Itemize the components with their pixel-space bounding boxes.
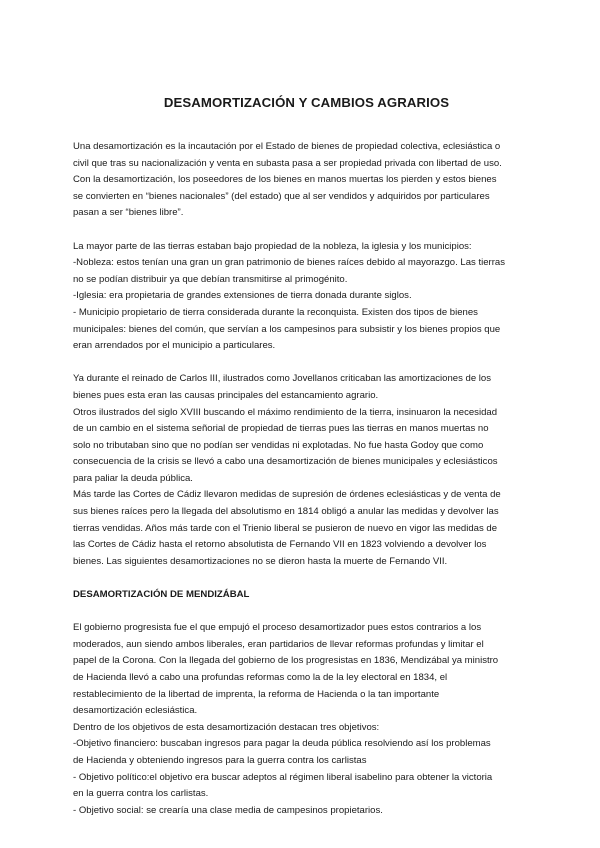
text-line: Dentro de los objetivos de esta desamortización destacan tres objetivos:: [73, 721, 380, 733]
text-line: papel de la Corona. Con la llegada del gobierno de los progresistas en 1836, Mendizábal ya ministro: [73, 655, 499, 667]
text-line: Con la desamortización, los poseedores de los bienes en manos muertas los pierden y estos bienes: [73, 174, 497, 186]
paragraph-gap: [73, 222, 540, 239]
document-title: DESAMORTIZACIÓN Y CAMBIOS AGRARIOS: [163, 95, 450, 110]
text-line: solo no tributaban sino que no podían ser vendidas ni explotadas. No fue hasta Godoy que como: [73, 439, 484, 451]
text-line: moderados, aun siendo ambos liberales, eran partidarios de llevar reformas profundas y limitar el: [73, 638, 484, 650]
text-line: bienes pues esta eran las causas principales del estancamiento agrario.: [73, 389, 379, 401]
text-line: tierras vendidas. Años más tarde con el Trienio liberal se pusieron de nuevo en vigor las medidas de: [73, 522, 498, 534]
text-line: - Objetivo político:el objetivo era buscar adeptos al régimen liberal isabelino para obtener la victoria: [73, 771, 493, 783]
text-line: para paliar la deuda pública.: [73, 472, 193, 484]
text-line: Una desamortización es la incautación por el Estado de bienes de propiedad colectiva, eclesiástica o: [73, 141, 501, 152]
text-line: de Hacienda llevó a cabo una profundas reformas como la de la ley electoral en 1834, el: [73, 672, 448, 683]
paragraph-gap: [73, 355, 540, 372]
text-line: municipales: bienes del común, que servían a los campesinos para subsistir y los bienes propios que: [73, 323, 501, 335]
text-line: las Cortes de Cádiz hasta el retorno absolutista de Fernando VII en 1823 volviendo a devolver los: [73, 539, 487, 551]
text-line: - Municipio propietario de tierra considerada durante la reconquista. Existen dos tipos de bienes: [73, 306, 478, 318]
paragraph-land-ownership: [73, 239, 540, 355]
text-line: pasan a ser “bienes libre”.: [73, 207, 184, 219]
text-line: bienes. Las siguientes desamortizaciones no se dieron hasta la muerte de Fernando VII.: [73, 555, 448, 567]
text-line: eran arrendados por el municipio a particulares.: [73, 340, 276, 352]
text-line: de un cambio en el sistema señorial de propiedad de tierras pues las tierras en manos muertas no: [73, 423, 489, 435]
text-line: restablecimiento de la libertad de imprenta, la reforma de Hacienda o la tan importante: [73, 688, 440, 700]
text-line: Ya durante el reinado de Carlos III, ilustrados como Jovellanos criticaban las amortizaciones de los: [73, 373, 491, 385]
text-line: consecuencia de la crisis se llevó a cabo una desamortización de bienes municipales y eclesiásticos: [73, 456, 498, 468]
text-line: se convierten en “bienes nacionales” (del estado) que al ser vendidos y adquiridos por particulares: [73, 190, 490, 202]
text-line: Más tarde las Cortes de Cádiz llevaron medidas de supresión de órdenes eclesiásticas y de venta de: [73, 489, 501, 501]
text-line: en la guerra contra los carlistas.: [73, 788, 209, 800]
section-heading: DESAMORTIZACIÓN DE MENDIZÁBAL: [73, 589, 250, 601]
paragraph-mendizabal: [73, 620, 540, 819]
paragraph-history: [73, 371, 540, 570]
text-line: La mayor parte de las tierras estaban bajo propiedad de la nobleza, la iglesia y los municipios:: [73, 240, 472, 252]
text-line: Otros ilustrados del siglo XVIII buscando el máximo rendimiento de la tierra, insinuaron la necesidad: [73, 406, 497, 418]
text-line: -Iglesia: era propietaria de grandes extensiones de tierra donada durante siglos.: [73, 290, 412, 302]
paragraph-gap: [73, 604, 540, 621]
text-line: civil que tras su nacionalización y venta en subasta pasa a ser propiedad privada con libertad de uso.: [73, 157, 502, 169]
text-line: sus bienes raíces pero la llegada del absolutismo en 1814 obligó a anular las medidas y devolver las: [73, 506, 499, 518]
text-line: - Objetivo social: se crearía una clase media de campesinos propietarios.: [73, 804, 383, 816]
paragraph-gap: [73, 570, 540, 587]
text-line: desamortización eclesiástica.: [73, 705, 198, 717]
text-line: -Nobleza: estos tenían una gran un gran patrimonio de bienes raíces debido al mayorazgo. Las tierras: [73, 257, 505, 269]
paragraph-definition: [73, 139, 540, 222]
text-line: El gobierno progresista fue el que empujó el proceso desamortizador pues estos contrarios a los: [73, 622, 482, 634]
text-line: de Hacienda y obteniendo ingresos para la guerra contra los carlistas: [73, 754, 367, 766]
text-line: -Objetivo financiero: buscaban ingresos para pagar la deuda pública resolviendo así los problemas: [73, 738, 491, 750]
text-line: no se podían distribuir ya que debían transmitirse al primogénito.: [73, 273, 348, 285]
